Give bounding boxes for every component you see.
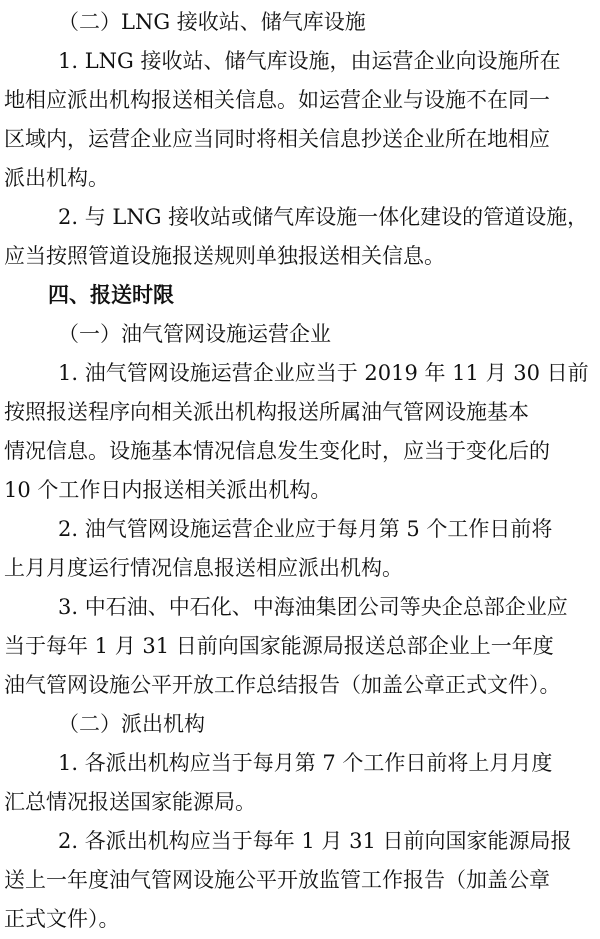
paragraph-line: 汇总情况报送国家能源局。 (4, 790, 256, 814)
paragraph-line: 派出机构。 (4, 166, 109, 190)
paragraph-line: 情况信息。设施基本情况信息发生变化时，应当于变化后的 (4, 439, 550, 463)
subsection-heading-lng: （二）LNG 接收站、储气库设施 (58, 10, 366, 34)
paragraph-line: 3. 中石油、中石化、中海油集团公司等央企总部企业应 (58, 595, 568, 619)
paragraph-line: 应当按照管道设施报送规则单独报送相关信息。 (4, 244, 445, 268)
paragraph-line: 送上一年度油气管网设施公平开放监管工作报告（加盖公章 (4, 868, 550, 892)
paragraph-line: 1. LNG 接收站、储气库设施，由运营企业向设施所在 (58, 49, 561, 73)
subsection-heading-operators: （一）油气管网设施运营企业 (58, 322, 331, 346)
paragraph-line: 2. 油气管网设施运营企业应于每月第 5 个工作日前将 (58, 517, 553, 541)
paragraph-line: 1. 油气管网设施运营企业应当于 2019 年 11 月 30 日前 (58, 361, 589, 385)
paragraph-line: 10 个工作日内报送相关派出机构。 (4, 478, 332, 502)
section-heading-reporting-deadline: 四、报送时限 (48, 283, 174, 307)
paragraph-line: 油气管网设施公平开放工作总结报告（加盖公章正式文件）。 (4, 673, 561, 697)
paragraph-line: 正式文件）。 (4, 907, 120, 931)
paragraph-line: 上月月度运行情况信息报送相应派出机构。 (4, 556, 403, 580)
paragraph-line: 区域内，运营企业应当同时将相关信息抄送企业所在地相应 (4, 127, 550, 151)
subsection-heading-agencies: （二）派出机构 (58, 712, 205, 736)
paragraph-line: 当于每年 1 月 31 日前向国家能源局报送总部企业上一年度 (4, 634, 554, 658)
paragraph-line: 2. 各派出机构应当于每年 1 月 31 日前向国家能源局报 (58, 829, 572, 853)
paragraph-line: 地相应派出机构报送相关信息。如运营企业与设施不在同一 (4, 88, 550, 112)
paragraph-line: 1. 各派出机构应当于每月第 7 个工作日前将上月月度 (58, 751, 553, 775)
paragraph-line: 按照报送程序向相关派出机构报送所属油气管网设施基本 (4, 400, 529, 424)
paragraph-line: 2. 与 LNG 接收站或储气库设施一体化建设的管道设施， (58, 205, 589, 229)
